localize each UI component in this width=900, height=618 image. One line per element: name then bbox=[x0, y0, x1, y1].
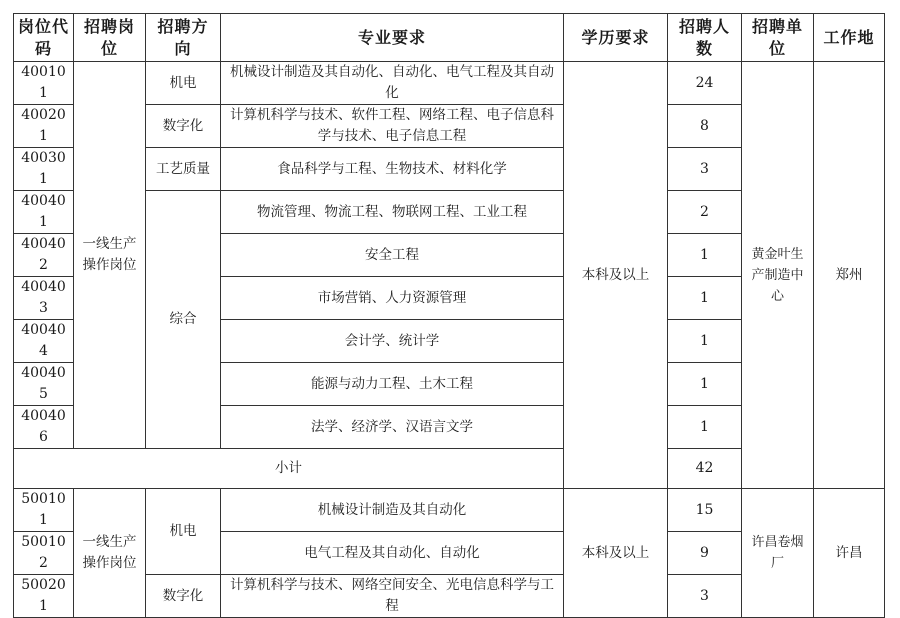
group1-location: 郑州 bbox=[814, 62, 885, 489]
row-major: 机械设计制造及其自动化、自动化、电气工程及其自动化 bbox=[221, 62, 564, 105]
group2-position: 一线生产操作岗位 bbox=[74, 489, 146, 618]
group1-education: 本科及以上 bbox=[564, 62, 668, 489]
row-code: 400101 bbox=[14, 62, 74, 105]
header-count: 招聘人数 bbox=[668, 14, 742, 62]
row-major: 市场营销、人力资源管理 bbox=[221, 277, 564, 320]
subtotal-count: 42 bbox=[668, 449, 742, 489]
group1-unit: 黄金叶生产制造中心 bbox=[742, 62, 814, 489]
group2-location: 许昌 bbox=[814, 489, 885, 618]
header-location: 工作地 bbox=[814, 14, 885, 62]
row-code: 400301 bbox=[14, 148, 74, 191]
header-position: 招聘岗位 bbox=[74, 14, 146, 62]
row-code: 500102 bbox=[14, 532, 74, 575]
header-unit: 招聘单位 bbox=[742, 14, 814, 62]
row-code: 400405 bbox=[14, 363, 74, 406]
subtotal-label: 小计 bbox=[14, 449, 564, 489]
row-code: 400401 bbox=[14, 191, 74, 234]
row-code: 400403 bbox=[14, 277, 74, 320]
recruitment-table-container bbox=[13, 13, 885, 618]
row-major: 计算机科学与技术、软件工程、网络工程、电子信息科学与技术、电子信息工程 bbox=[221, 105, 564, 148]
group1-direction-4: 综合 bbox=[146, 191, 221, 449]
row-code: 400406 bbox=[14, 406, 74, 449]
header-education: 学历要求 bbox=[564, 14, 668, 62]
row-count: 1 bbox=[668, 406, 742, 449]
row-major: 机械设计制造及其自动化 bbox=[221, 489, 564, 532]
group1-direction-2: 数字化 bbox=[146, 105, 221, 148]
header-code: 岗位代码 bbox=[14, 14, 74, 62]
group1-position: 一线生产操作岗位 bbox=[74, 62, 146, 449]
group2-direction-2: 数字化 bbox=[146, 575, 221, 618]
row-code: 400402 bbox=[14, 234, 74, 277]
group2-direction-1: 机电 bbox=[146, 489, 221, 575]
row-major: 安全工程 bbox=[221, 234, 564, 277]
row-major: 物流管理、物流工程、物联网工程、工业工程 bbox=[221, 191, 564, 234]
table-row bbox=[14, 62, 885, 105]
row-count: 3 bbox=[668, 575, 742, 618]
header-direction: 招聘方向 bbox=[146, 14, 221, 62]
row-count: 1 bbox=[668, 277, 742, 320]
row-code: 400201 bbox=[14, 105, 74, 148]
row-major: 电气工程及其自动化、自动化 bbox=[221, 532, 564, 575]
group1-direction-1: 机电 bbox=[146, 62, 221, 105]
recruitment-table bbox=[13, 13, 885, 618]
row-count: 8 bbox=[668, 105, 742, 148]
row-count: 1 bbox=[668, 363, 742, 406]
header-row bbox=[14, 14, 885, 62]
row-count: 2 bbox=[668, 191, 742, 234]
row-code: 500101 bbox=[14, 489, 74, 532]
row-major: 会计学、统计学 bbox=[221, 320, 564, 363]
row-count: 1 bbox=[668, 320, 742, 363]
row-code: 500201 bbox=[14, 575, 74, 618]
header-major: 专业要求 bbox=[221, 14, 564, 62]
row-code: 400404 bbox=[14, 320, 74, 363]
row-major: 食品科学与工程、生物技术、材料化学 bbox=[221, 148, 564, 191]
group1-direction-3: 工艺质量 bbox=[146, 148, 221, 191]
row-major: 能源与动力工程、土木工程 bbox=[221, 363, 564, 406]
row-count: 24 bbox=[668, 62, 742, 105]
group2-education: 本科及以上 bbox=[564, 489, 668, 618]
row-major: 法学、经济学、汉语言文学 bbox=[221, 406, 564, 449]
table-row bbox=[14, 489, 885, 532]
group2-unit: 许昌卷烟厂 bbox=[742, 489, 814, 618]
row-count: 9 bbox=[668, 532, 742, 575]
row-count: 3 bbox=[668, 148, 742, 191]
row-major: 计算机科学与技术、网络空间安全、光电信息科学与工程 bbox=[221, 575, 564, 618]
row-count: 1 bbox=[668, 234, 742, 277]
row-count: 15 bbox=[668, 489, 742, 532]
